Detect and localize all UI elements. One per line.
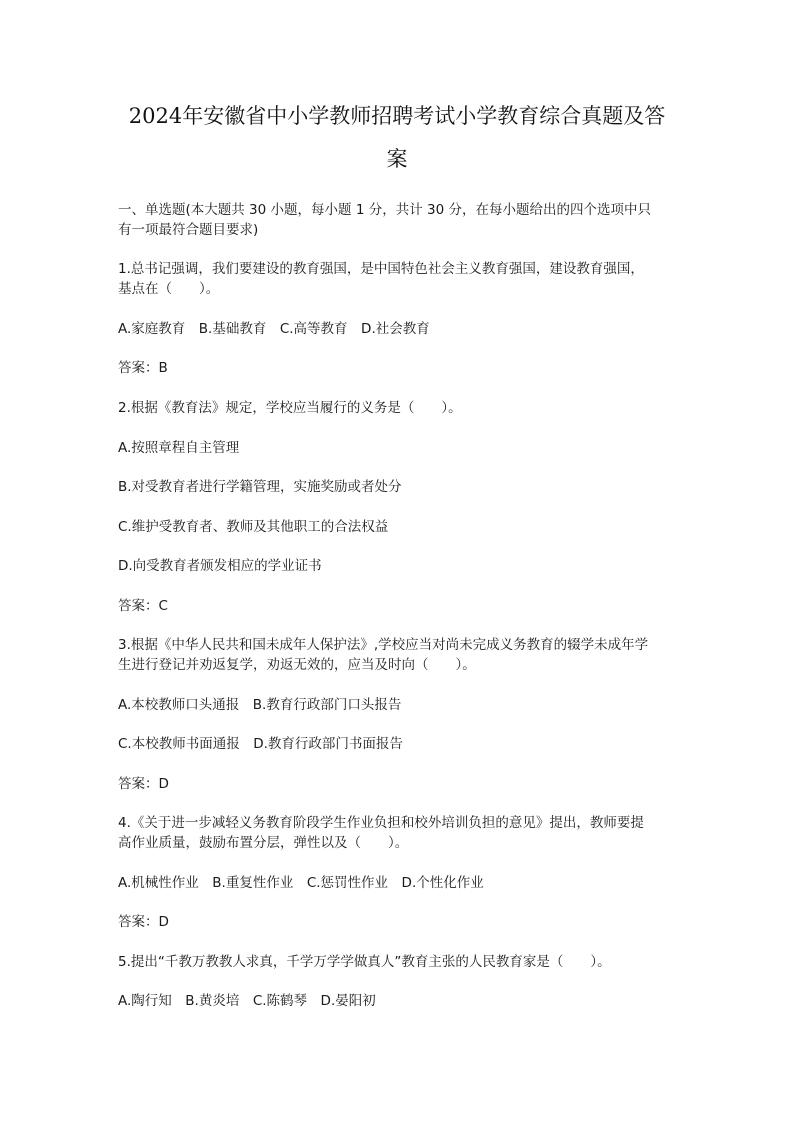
question-5-stem: 5.提出“千教万教教人求真，千学万学学做真人”教育主张的人民教育家是（ ）。 [118, 954, 611, 970]
question-3-options-1: A.本校教师口头通报 B.教育行政部门口头报告 [118, 697, 402, 713]
question-4-answer: 答案：D [118, 914, 169, 930]
question-3-stem-line-2: 生进行登记并劝返复学，劝返无效的，应当及时向（ ）。 [118, 657, 476, 673]
question-1-stem-line-2: 基点在（ ）。 [118, 281, 220, 297]
question-1-stem-line-1: 1.总书记强调，我们要建设的教育强国，是中国特色社会主义教育强国，建设教育强国， [118, 261, 644, 277]
question-2-option-c: C.维护受教育者、教师及其他职工的合法权益 [118, 519, 389, 535]
question-3-answer: 答案：D [118, 776, 169, 792]
question-4-options: A.机械性作业 B.重复性作业 C.惩罚性作业 D.个性化作业 [118, 875, 484, 891]
section-heading-line-2: 有一项最符合题目要求) [118, 222, 259, 238]
question-3-stem-line-1: 3.根据《中华人民共和国未成年人保护法》,学校应当对尚未完成义务教育的辍学未成年学 [118, 637, 649, 653]
question-2-answer: 答案：C [118, 598, 168, 614]
question-3-options-2: C.本校教师书面通报 D.教育行政部门书面报告 [118, 736, 403, 752]
question-2-option-a: A.按照章程自主管理 [118, 440, 240, 456]
question-2-option-d: D.向受教育者颁发相应的学业证书 [118, 558, 322, 574]
question-4-stem-line-2: 高作业质量，鼓励布置分层，弹性以及（ ）。 [118, 835, 409, 851]
question-1-options: A.家庭教育 B.基础教育 C.高等教育 D.社会教育 [118, 321, 430, 337]
document-title-line-1: 2024年安徽省中小学教师招聘考试小学教育综合真题及答 [128, 104, 666, 128]
question-4-stem-line-1: 4.《关于进一步减轻义务教育阶段学生作业负担和校外培训负担的意见》提出，教师要提 [118, 815, 644, 831]
question-2-option-b: B.对受教育者进行学籍管理，实施奖励或者处分 [118, 479, 402, 495]
document-title-line-2: 案 [386, 147, 408, 171]
question-5-options: A.陶行知 B.黄炎培 C.陈鹤琴 D.晏阳初 [118, 993, 376, 1009]
question-2-stem: 2.根据《教育法》规定，学校应当履行的义务是（ ）。 [118, 400, 462, 416]
section-heading-line-1: 一、单选题(本大题共 30 小题，每小题 1 分，共计 30 分，在每小题给出的四个选项中只 [118, 202, 651, 218]
question-1-answer: 答案：B [118, 360, 168, 376]
